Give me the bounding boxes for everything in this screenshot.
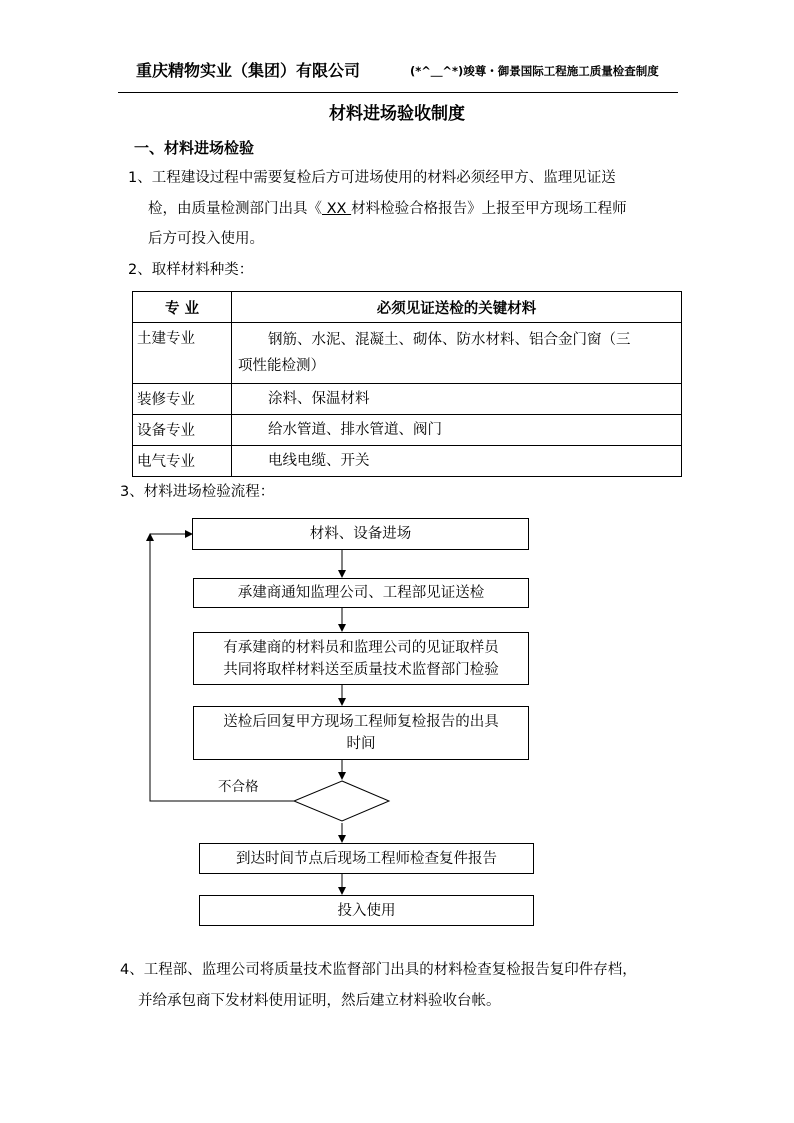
item1-line3: 后方可投入使用。 <box>148 231 264 247</box>
header-slogan: (*^＿^*)竣尊・御景国际工程施工质量检查制度 <box>410 64 659 78</box>
reject-label: 不合格 <box>218 779 259 795</box>
materials-text: 给水管道、排水管道、阀门 <box>268 422 442 438</box>
flow-step-check-report: 到达时间节点后现场工程师检查复件报告 <box>199 843 534 874</box>
flow-step-sampling <box>193 632 529 685</box>
table-cell-prof: 电气专业 <box>133 446 232 477</box>
flow-step-sampling-line1: 有承建商的材料员和监理公司的见证取样员 <box>223 639 499 656</box>
item4-line2: 并给承包商下发材料使用证明，然后建立材料验收台帐。 <box>138 993 501 1009</box>
item3-label: 3、材料进场检验流程： <box>120 484 275 500</box>
flow-step-use: 投入使用 <box>199 895 534 926</box>
item1-blank: XX <box>322 201 352 217</box>
materials-text: 涂料、保温材料 <box>268 391 370 407</box>
flow-step-report-time <box>193 706 529 760</box>
flow-step-sampling-line2: 共同将取样材料送至质量技术监督部门检验 <box>223 661 499 678</box>
materials-text-cont: 项性能检测） <box>238 358 325 374</box>
flow-step-arrival: 材料、设备进场 <box>192 518 529 550</box>
table-header-materials: 必须见证送检的关键材料 <box>232 292 682 323</box>
item1-line2-pre: 检，由质量检测部门出具《 <box>148 201 322 217</box>
item2-label: 2、取样材料种类： <box>128 262 254 278</box>
item4-line1: 4、工程部、监理公司将质量技术监督部门出具的材料检查复检报告复印件存档， <box>120 962 637 978</box>
section-heading: 一、材料进场检验 <box>134 139 255 157</box>
table-header-prof: 专 业 <box>133 292 232 323</box>
document-title: 材料进场验收制度 <box>329 104 465 124</box>
table-cell-prof: 装修专业 <box>133 384 232 415</box>
table-cell-prof: 土建专业 <box>133 323 232 384</box>
flow-step-notify: 承建商通知监理公司、工程部见证送检 <box>193 578 529 608</box>
materials-text: 钢筋、水泥、混凝土、砌体、防水材料、铝合金门窗（三 <box>268 332 631 348</box>
flow-step-report-line1: 送检后回复甲方现场工程师复检报告的出具 <box>223 714 499 730</box>
decision-diamond <box>294 781 389 821</box>
flow-step-report-line2: 时间 <box>346 736 376 752</box>
company-name: 重庆精物实业（集团）有限公司 <box>136 61 361 80</box>
materials-text: 电线电缆、开关 <box>268 453 370 469</box>
item1-line2-post: 材料检验合格报告》上报至甲方现场工程师 <box>351 201 627 217</box>
item1-line1: 1、工程建设过程中需要复检后方可进场使用的材料必须经甲方、监理见证送 <box>128 170 616 186</box>
table-cell-prof: 设备专业 <box>133 415 232 446</box>
